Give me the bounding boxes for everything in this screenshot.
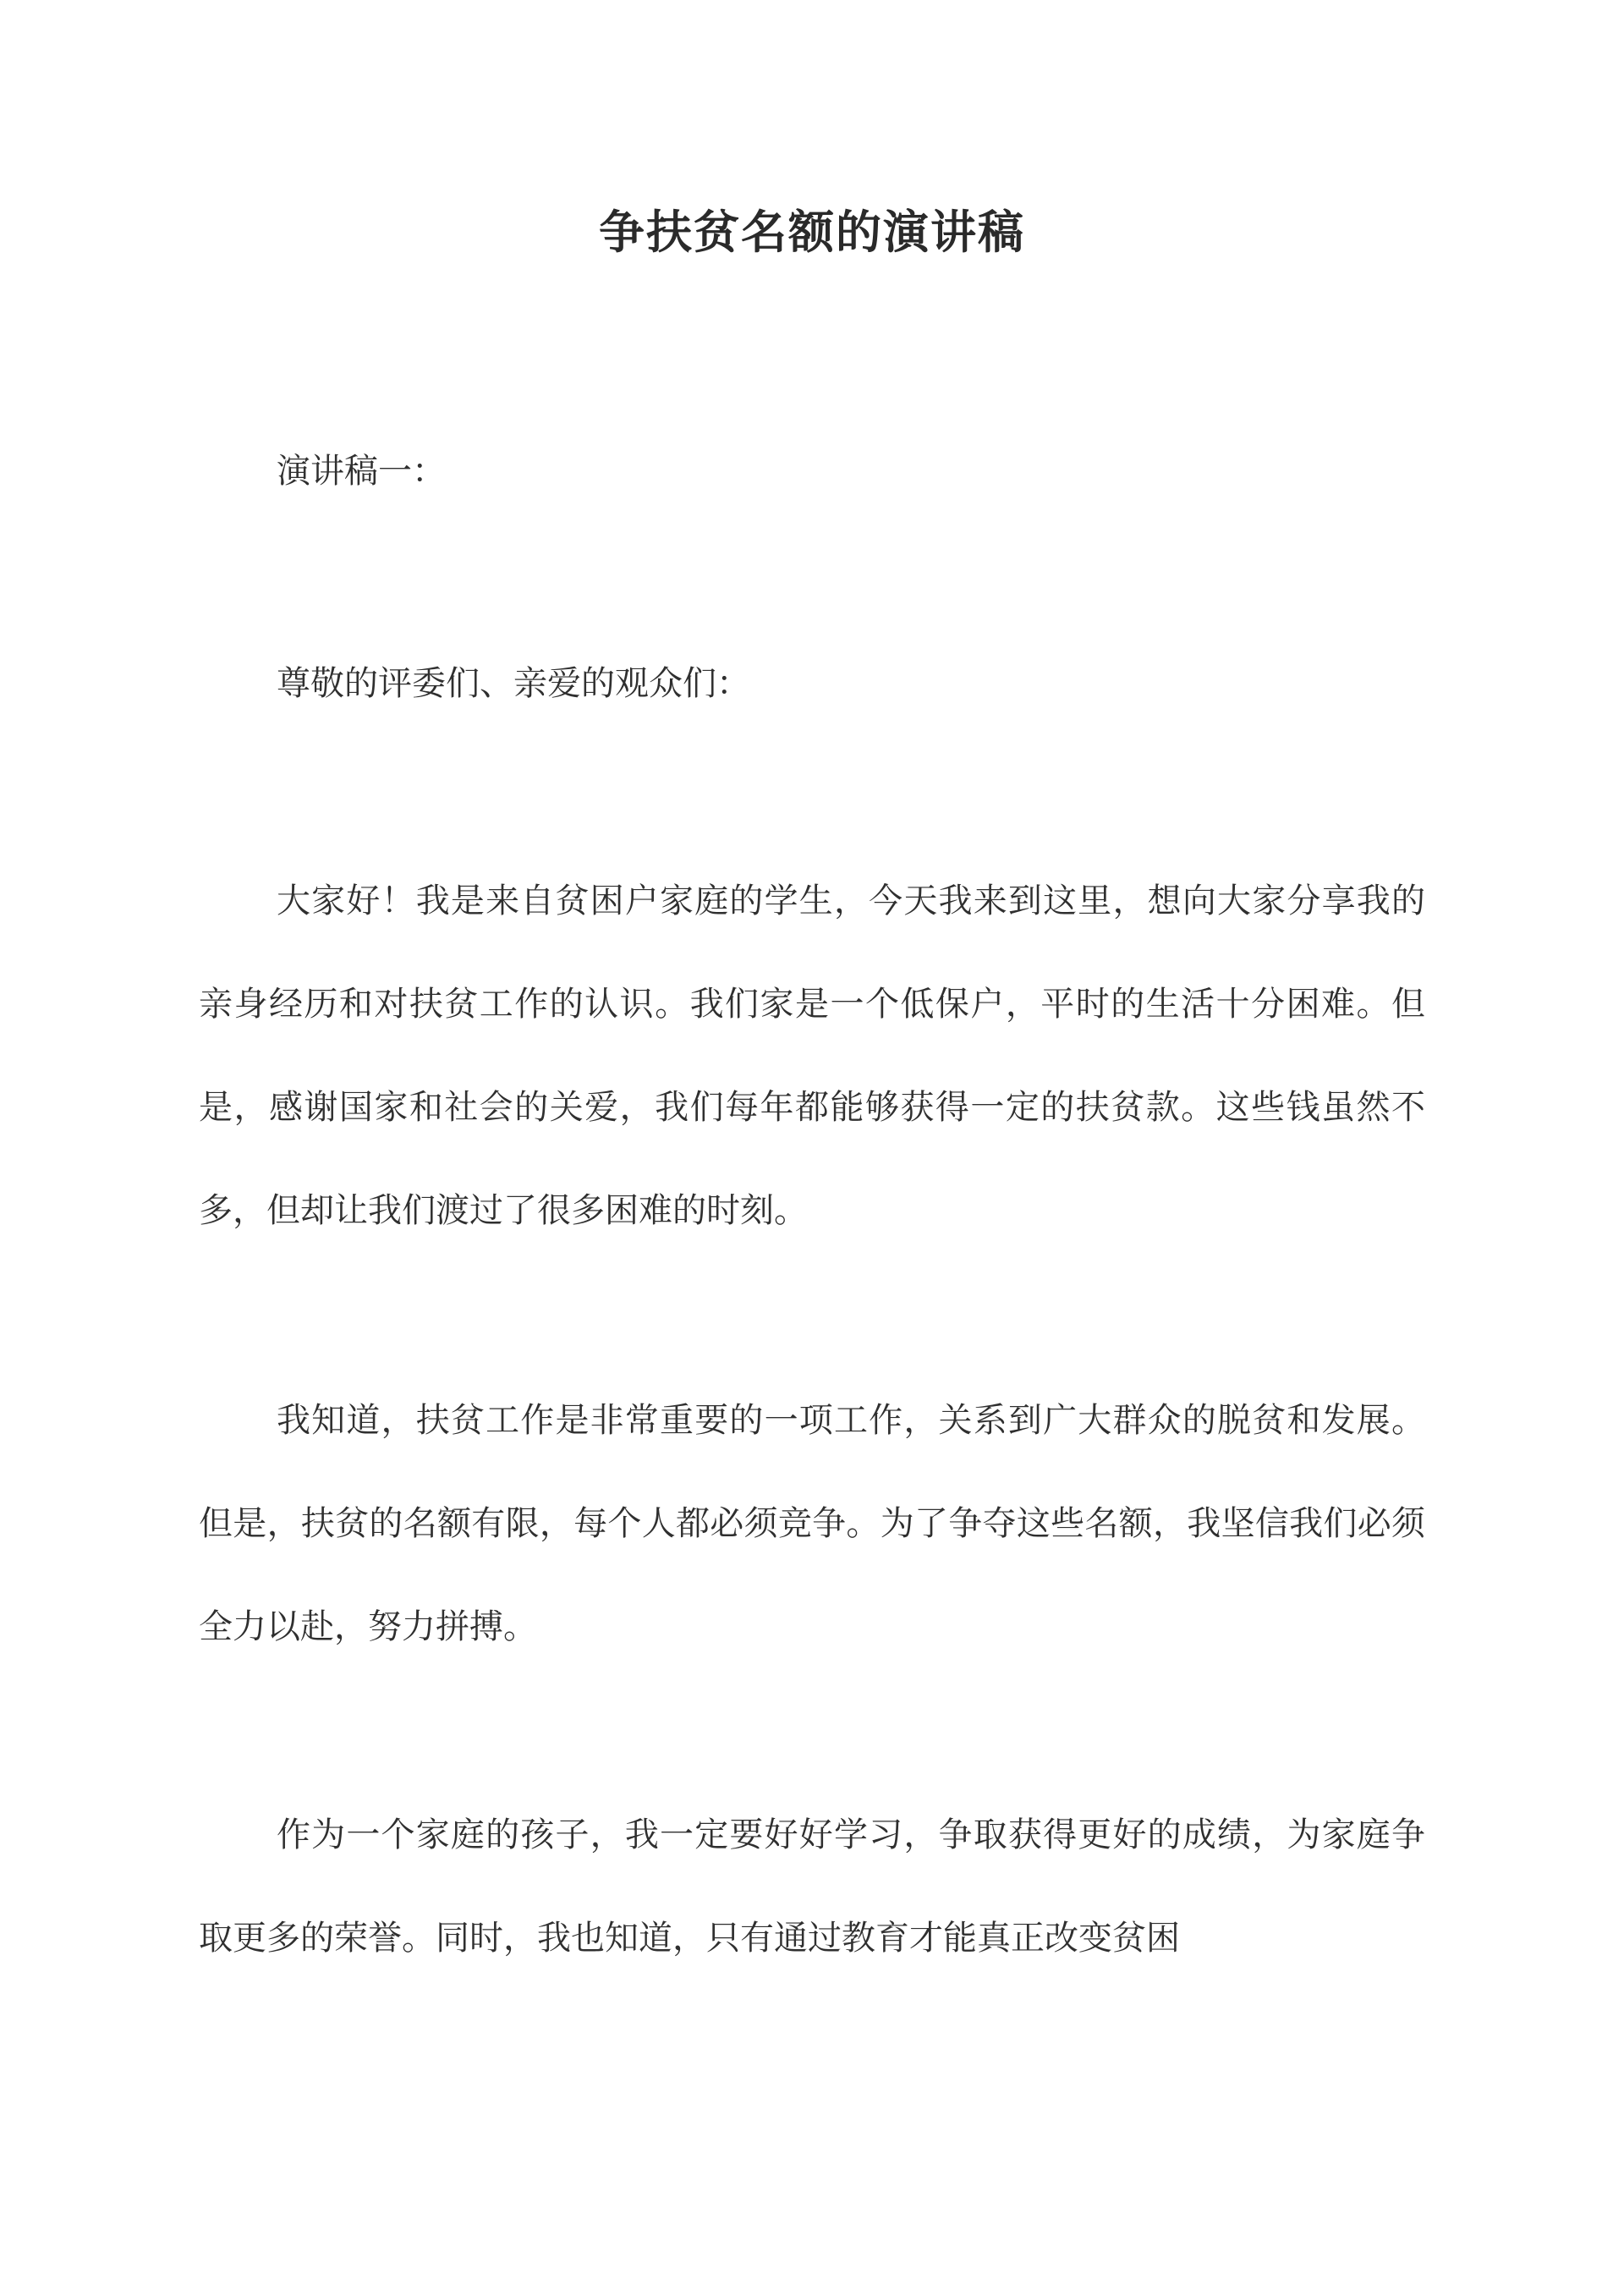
paragraph: 我知道，扶贫工作是非常重要的一项工作，关系到广大群众的脱贫和发展。但是，扶贫的名额有限，每个人都必须竞争。为了争夺这些名额，我坚信我们必须全力以赴，努力拼搏。 <box>199 1401 1425 1646</box>
paragraph: 大家好！我是来自贫困户家庭的学生，今天我来到这里，想向大家分享我的亲身经历和对扶贫工作的认识。我们家是一个低保户，平时的生活十分困难。但是，感谢国家和社会的关爱，我们每年都能够获得一定的扶贫款。这些钱虽然不多，但却让我们渡过了很多困难的时刻。 <box>199 882 1425 1230</box>
section-heading: 演讲稿一： <box>277 452 446 491</box>
paragraph: 作为一个家庭的孩子，我一定要好好学习，争取获得更好的成绩，为家庭争取更多的荣誉。同时，我也知道，只有通过教育才能真正改变贫困 <box>199 1815 1425 1958</box>
document-title: 争扶贫名额的演讲稿 <box>599 205 1025 259</box>
salutation: 尊敬的评委们、亲爱的观众们： <box>277 664 750 703</box>
